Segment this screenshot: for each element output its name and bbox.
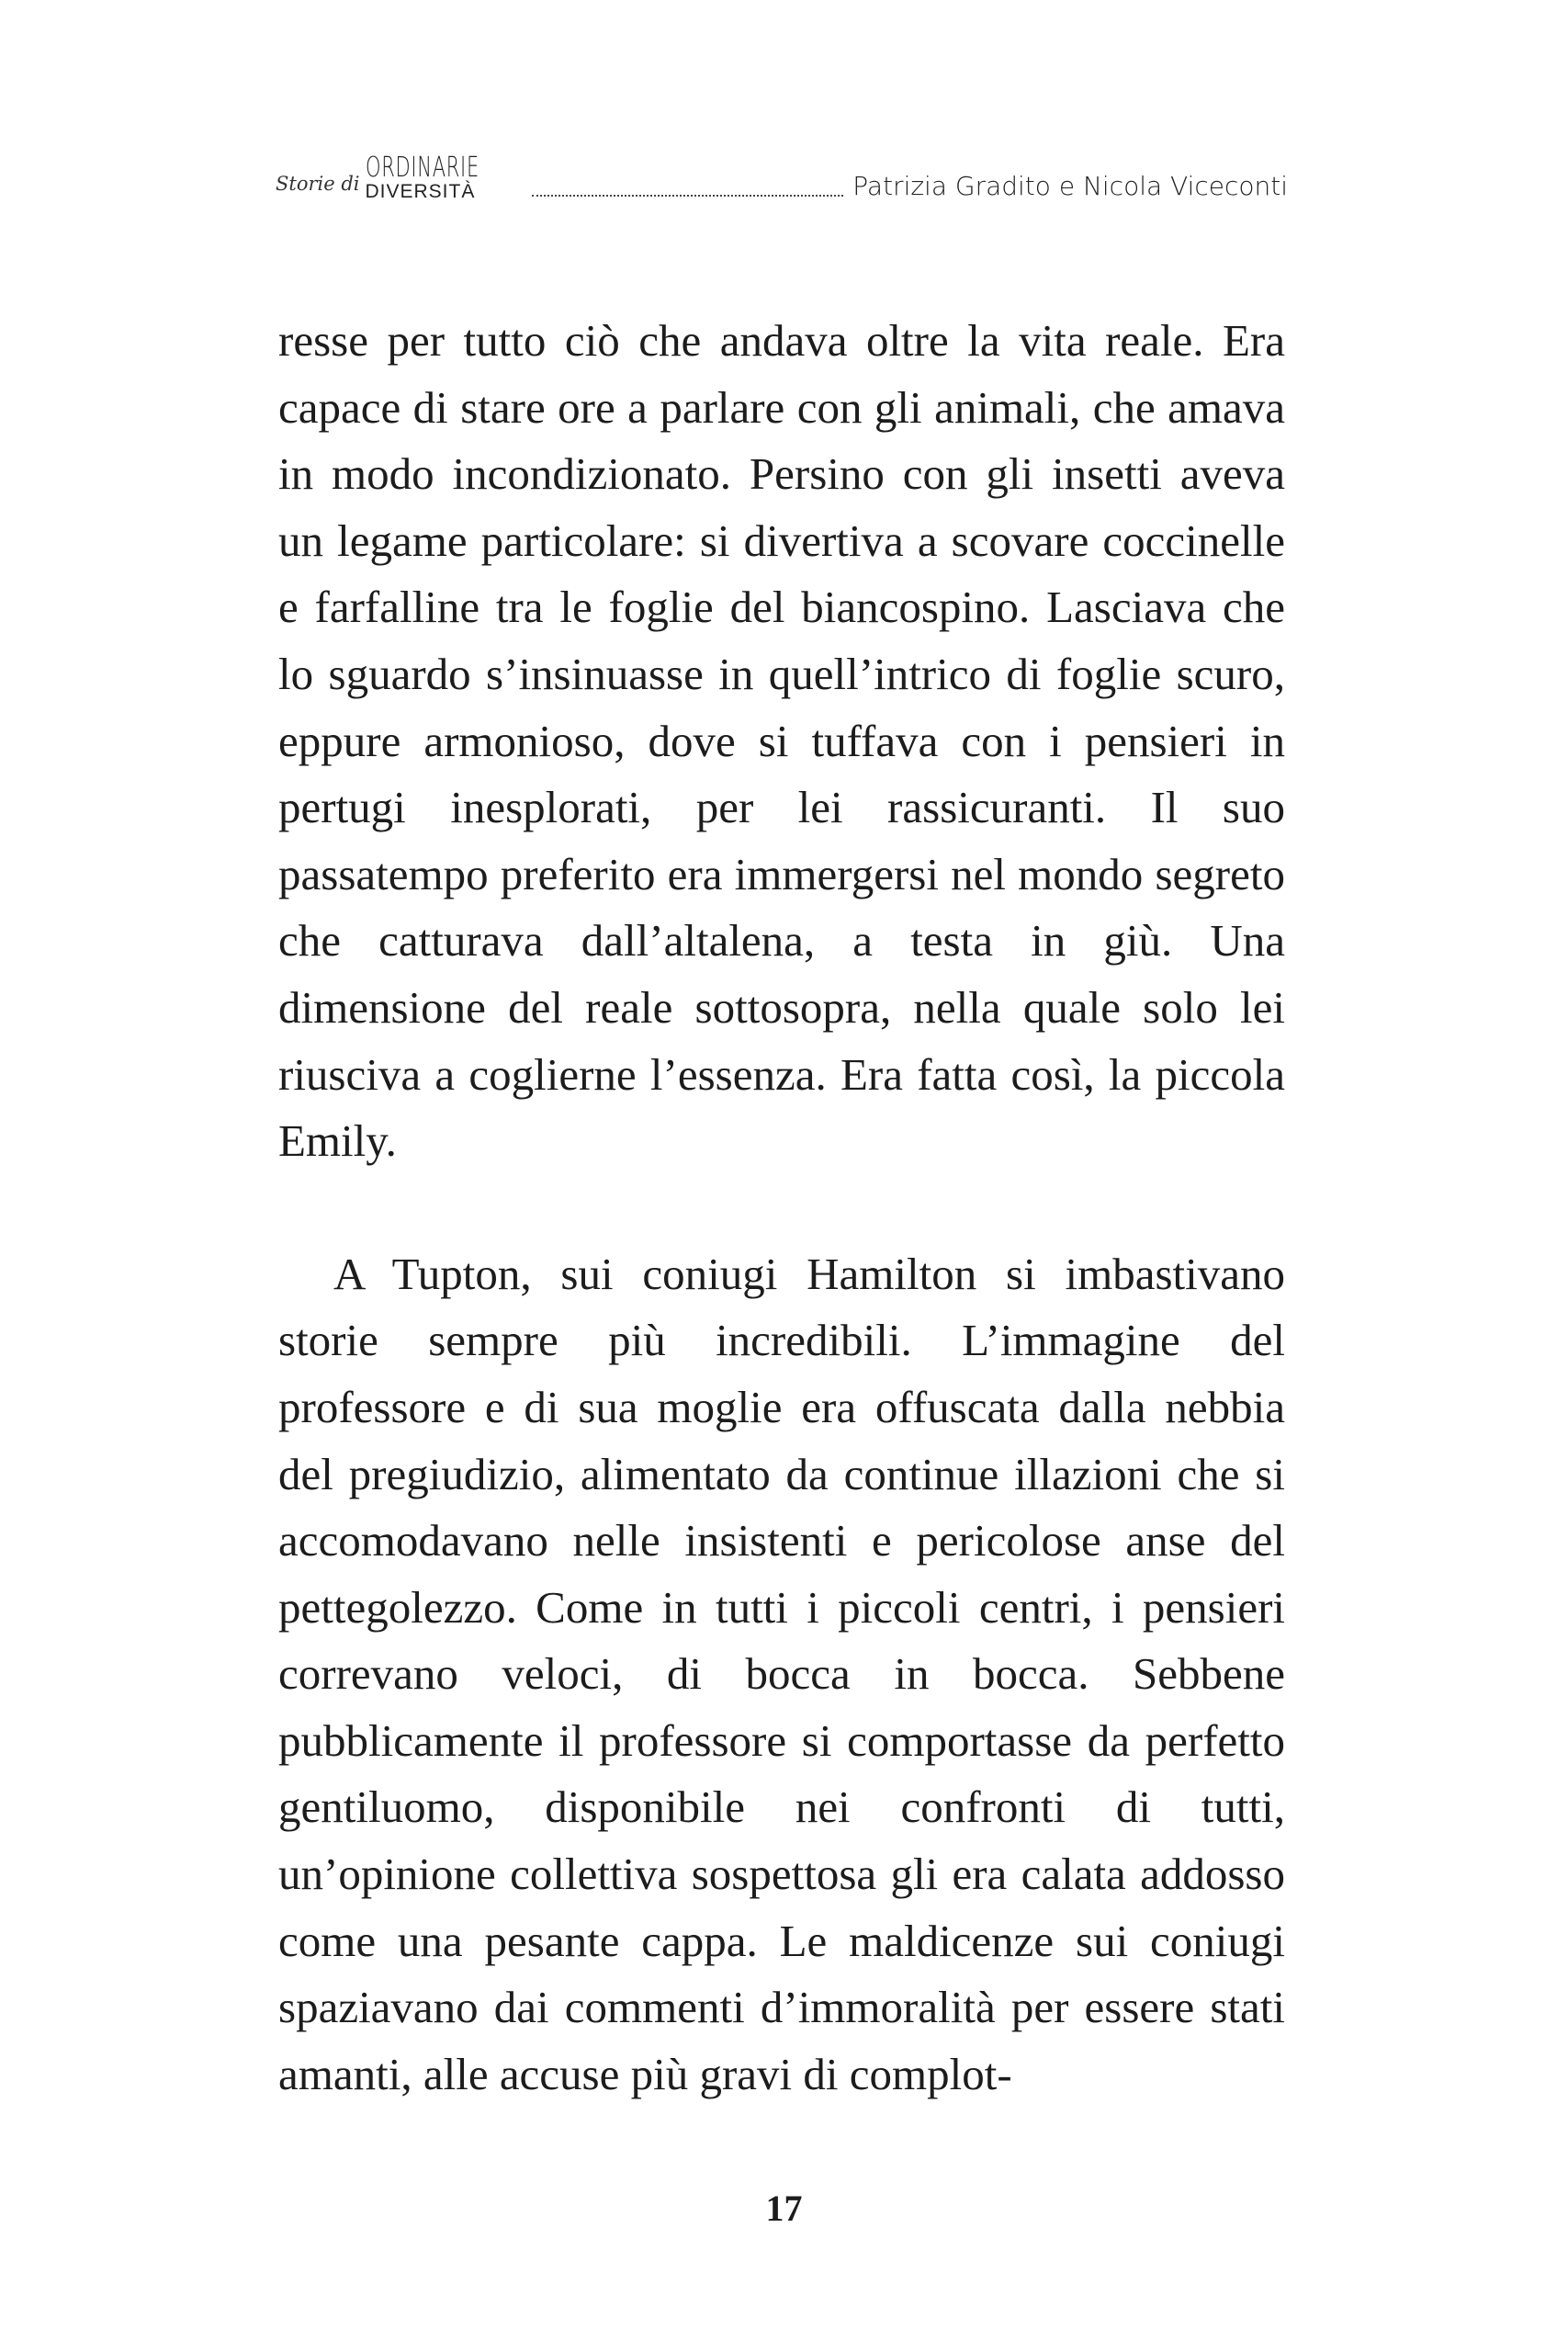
series-logo (276, 154, 528, 202)
header-dot-leader (532, 195, 844, 197)
running-header (276, 129, 1288, 202)
page-body-text (278, 308, 1285, 2108)
logo-ordinarie-text: ORDINARIE (365, 152, 479, 184)
page-number: 17 (765, 2188, 803, 2229)
paragraph-1: resse per tutto ciò che andava oltre la vita reale. Era capace di stare ore a parlare con gli animali, che amava in modo incondizionato. Persino con gli insetti aveva un legame particolare: si divertiva a scovare coccinelle e farfalline tra le foglie del biancospino. Lasciava che lo sguardo s’insinuasse in quell’intrico di foglie scuro, eppure armonioso, dove si tuffava con i pensieri in pertugi inesplorati, per lei rassicuranti. Il suo passatempo preferito era immergersi nel mondo segreto che catturava dall’altalena, a testa in giù. Una dimensione del reale sottosopra, nella quale solo lei riusciva a coglierne l’essenza. Era fatta così, la piccola Emily. (278, 315, 1285, 1167)
header-authors: Patrizia Gradito e Nicola Viceconti (852, 171, 1288, 201)
logo-wordmark (366, 154, 528, 202)
paragraph-2: A Tupton, sui coniugi Hamilton si imbastivano storie sempre più incredibili. L’immagine del professore e di sua moglie era offuscata dalla nebbia del pregiudizio, alimentato da continue illazioni che si accomodavano nelle insistenti e pericolose anse del pettegolezzo. Come in tutti i piccoli centri, i pensieri correvano veloci, di bocca in bocca. Sebbene pubblicamente il professore si comportasse da perfetto gentiluomo, disponibile nei confronti di tutti, un’opinione collettiva sospettosa gli era calata addosso come una pesante cappa. Le maldicenze sui coniugi spaziavano dai commenti d’immoralità per essere stati amanti, alle accuse più gravi di complot- (278, 1248, 1285, 2099)
logo-diversita-text: DIVERSITÀ (365, 181, 476, 202)
logo-storie-text: Storie di (276, 173, 360, 195)
